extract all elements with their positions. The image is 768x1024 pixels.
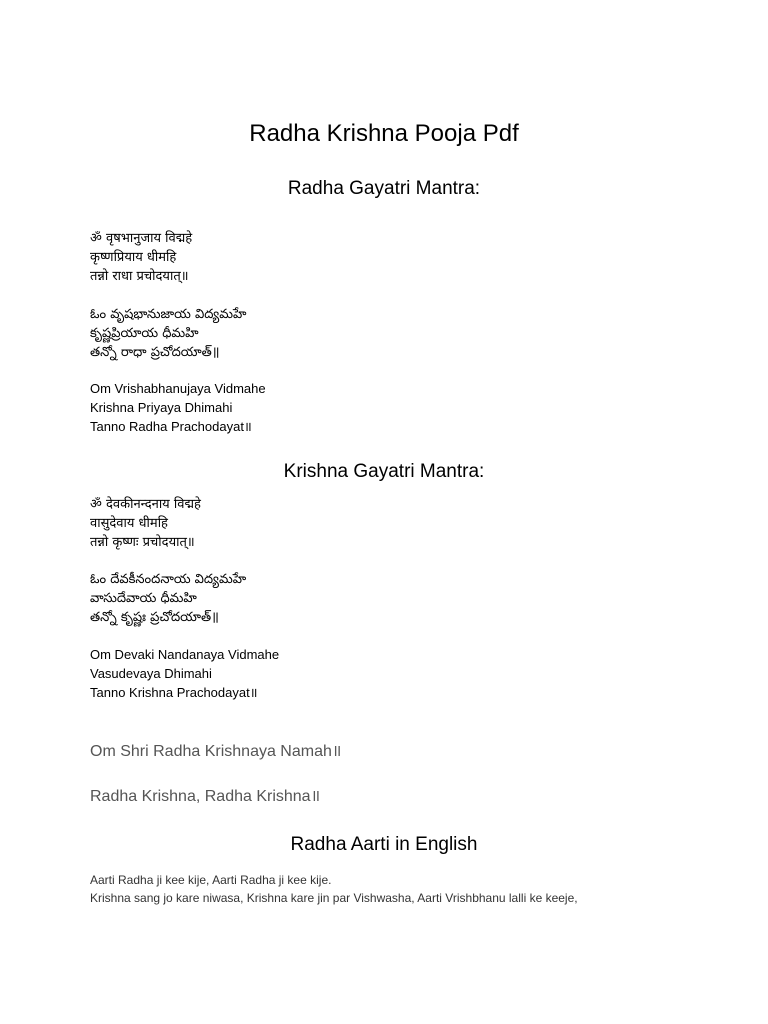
verse-line: ॐ वृषभानुजाय विद्महे: [90, 231, 193, 246]
radha-devanagari-verse: [90, 229, 730, 286]
verse-line: तन्नो कृष्णः प्रचोदयात्॥: [90, 535, 195, 550]
chant-radha-krishna: Radha Krishna, Radha Krishna॥: [90, 788, 321, 805]
verse-line: ఓం వృషభానుజాయ విద్యమహే: [90, 307, 247, 322]
verse-line: తన్నో రాధా ప్రచోదయాత్॥: [90, 345, 220, 360]
radha-aarti-heading: Radha Aarti in English: [290, 834, 478, 855]
aarti-line: Krishna sang jo kare niwasa, Krishna kare jin par Vishwasha, Aarti Vrishbhanu lalli ke keeje,: [90, 891, 578, 905]
aarti-line: Aarti Radha ji kee kije, Aarti Radha ji kee kije.: [90, 873, 332, 887]
verse-line: Tanno Radha Prachodayat॥: [90, 419, 252, 434]
verse-line: Om Devaki Nandanaya Vidmahe: [90, 647, 280, 662]
verse-line: తన్నో కృష్ణః ప్రచోదయాత్॥: [90, 610, 219, 625]
radha-telugu-verse: [90, 305, 730, 362]
krishna-devanagari-verse: [90, 495, 730, 552]
radha-gayatri-heading: Radha Gayatri Mantra:: [287, 178, 481, 199]
radha-aarti-text: [90, 871, 730, 907]
page-title: Radha Krishna Pooja Pdf: [249, 120, 519, 147]
verse-line: Om Vrishabhanujaya Vidmahe: [90, 381, 266, 396]
krishna-gayatri-heading: Krishna Gayatri Mantra:: [283, 461, 485, 482]
verse-line: Vasudevaya Dhimahi: [90, 666, 212, 681]
verse-line: Tanno Krishna Prachodayat॥: [90, 685, 258, 700]
verse-line: కృష్ణప్రియాయ ధీమహి: [90, 326, 199, 341]
radha-english-verse: [90, 379, 730, 436]
verse-line: వాసుదేవాయ ధీమహి: [90, 591, 197, 606]
verse-line: ॐ देवकीनन्दनाय विद्महे: [90, 497, 201, 512]
verse-line: तन्नो राधा प्रचोदयात्॥: [90, 269, 189, 284]
verse-line: ఓం దేవకీనందనాయ విద్యమహే: [90, 572, 247, 587]
krishna-telugu-verse: [90, 570, 730, 627]
krishna-english-verse: [90, 645, 730, 702]
chant-radha-krishnaya: Om Shri Radha Krishnaya Namah॥: [90, 743, 342, 760]
verse-line: कृष्णप्रियाय धीमहि: [90, 250, 177, 265]
verse-line: Krishna Priyaya Dhimahi: [90, 400, 233, 415]
verse-line: वासुदेवाय धीमहि: [90, 516, 168, 531]
